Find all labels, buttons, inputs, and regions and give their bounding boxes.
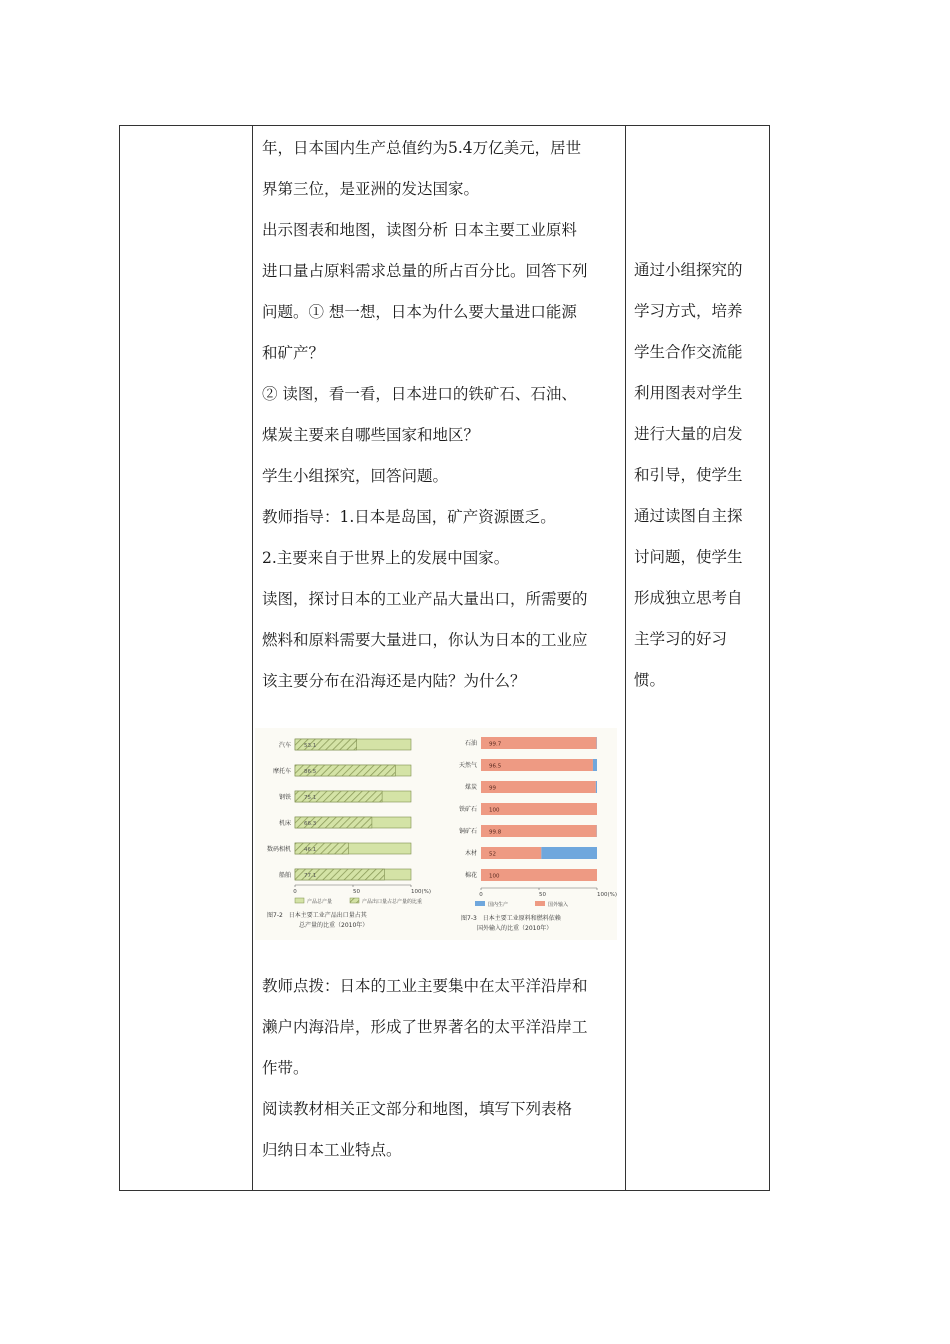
text-line: 学生小组探究，回答问题。 bbox=[262, 467, 449, 485]
tick-label: 50 bbox=[353, 889, 360, 895]
side-line: 学习方式，培养 bbox=[634, 302, 743, 320]
text-line: 教师指导：1.日本是岛国，矿产资源匮乏。 bbox=[262, 508, 556, 526]
legend-label: 产品总产量 bbox=[307, 899, 333, 905]
figure-charts bbox=[255, 728, 617, 940]
category-label: 石油 bbox=[464, 740, 477, 747]
bar-domestic bbox=[596, 781, 597, 793]
figure-caption: 图7-3 日本主要工业原料和燃料依赖 bbox=[461, 915, 561, 922]
side-line: 形成独立思考自 bbox=[634, 589, 743, 607]
data-label: 99 bbox=[489, 785, 496, 792]
text-line: 问题。① 想一想，日本为什么要大量进口能源 bbox=[262, 303, 577, 321]
data-label: 100 bbox=[489, 873, 500, 880]
category-label: 钢铁 bbox=[278, 794, 291, 801]
category-label: 木材 bbox=[464, 850, 477, 857]
text-line: 出示图表和地图，读图分析 日本主要工业原料 bbox=[262, 221, 577, 239]
category-label: 铜矿石 bbox=[458, 828, 477, 835]
category-label: 煤炭 bbox=[464, 784, 477, 791]
text-line: 作带。 bbox=[262, 1059, 309, 1077]
text-line: 教师点拨：日本的工业主要集中在太平洋沿岸和 bbox=[262, 977, 588, 995]
text-line: 濑户内海沿岸，形成了世界著名的太平洋沿岸工 bbox=[262, 1018, 588, 1036]
tick-label: 100(%) bbox=[597, 892, 617, 898]
figure-caption: 国外输入的比重（2010年） bbox=[477, 925, 553, 932]
data-label: 66.3 bbox=[304, 821, 317, 827]
side-line: 进行大量的启发 bbox=[634, 425, 743, 443]
tick-label: 0 bbox=[479, 892, 483, 898]
category-label: 铁矿石 bbox=[458, 806, 477, 813]
category-label: 天然气 bbox=[458, 762, 477, 769]
data-label: 52 bbox=[489, 851, 496, 858]
text-line: 归纳日本工业特点。 bbox=[262, 1141, 402, 1159]
figure-caption: 总产量的比重（2010年） bbox=[299, 922, 369, 929]
column-divider-left bbox=[252, 126, 253, 1190]
text-line: 2.主要来自于世界上的发展中国家。 bbox=[262, 549, 510, 567]
bar-domestic bbox=[541, 847, 597, 859]
teaching-content bbox=[262, 128, 620, 702]
side-line: 主学习的好习 bbox=[634, 630, 728, 648]
category-label: 船舶 bbox=[278, 872, 291, 879]
figure-caption: 图7-2 日本主要工业产品出口量占其 bbox=[267, 912, 367, 919]
tick-label: 50 bbox=[539, 892, 546, 898]
side-line: 利用图表对学生 bbox=[634, 384, 743, 402]
tick-label: 100(%) bbox=[411, 889, 432, 895]
legend-label: 国内生产 bbox=[488, 902, 509, 908]
data-label: 96.5 bbox=[489, 763, 502, 770]
tick-label: 0 bbox=[293, 889, 297, 895]
bar-import bbox=[481, 781, 596, 793]
side-line: 惯。 bbox=[634, 671, 666, 689]
text-line: 该主要分布在沿海还是内陆？为什么？ bbox=[262, 672, 526, 690]
data-label: 53.1 bbox=[304, 743, 317, 749]
text-line: 进口量占原料需求总量的所占百分比。回答下列 bbox=[262, 262, 588, 280]
legend-swatch-total bbox=[295, 898, 304, 903]
data-label: 99.8 bbox=[489, 829, 502, 836]
side-line: 通过小组探究的 bbox=[634, 261, 743, 279]
legend-label: 产品出口量占总产量的比重 bbox=[362, 899, 423, 905]
text-line: 读图，探讨日本的工业产品大量出口，所需要的 bbox=[262, 590, 588, 608]
data-label: 100 bbox=[489, 807, 500, 814]
category-label: 机床 bbox=[278, 820, 291, 827]
import-ratio-chart bbox=[459, 737, 617, 932]
data-label: 77.1 bbox=[304, 873, 317, 879]
category-label: 棉花 bbox=[464, 872, 477, 879]
side-line: 和引导，使学生 bbox=[634, 466, 743, 484]
text-line: 和矿产？ bbox=[262, 344, 325, 362]
side-line: 讨问题，使学生 bbox=[634, 548, 743, 566]
category-label: 汽车 bbox=[278, 742, 291, 749]
text-line: 燃料和原料需要大量进口，你认为日本的工业应 bbox=[262, 631, 588, 649]
text-line: 煤炭主要来自哪些国家和地区？ bbox=[262, 426, 480, 444]
text-line: 阅读教材相关正文部分和地图，填写下列表格 bbox=[262, 1100, 573, 1118]
design-intent bbox=[634, 250, 762, 701]
text-line: ② 读图，看一看，日本进口的铁矿石、石油、 bbox=[262, 385, 577, 403]
category-label: 数码相机 bbox=[266, 846, 291, 853]
column-divider-right bbox=[625, 126, 626, 1190]
legend-label: 国外输入 bbox=[548, 902, 569, 908]
side-line: 通过读图自主探 bbox=[634, 507, 743, 525]
side-line: 学生合作交流能 bbox=[634, 343, 743, 361]
legend-swatch-export bbox=[350, 898, 359, 903]
legend-swatch-domestic bbox=[475, 901, 485, 906]
data-label: 86.5 bbox=[304, 769, 317, 775]
bar-domestic bbox=[593, 759, 597, 771]
data-label: 46.1 bbox=[304, 847, 317, 853]
text-line: 年，日本国内生产总值约为5.4万亿美元，居世 bbox=[262, 139, 582, 157]
text-line: 界第三位，是亚洲的发达国家。 bbox=[262, 180, 480, 198]
category-label: 摩托车 bbox=[272, 768, 291, 775]
export-ratio-chart bbox=[267, 739, 431, 929]
textbook-figure bbox=[255, 728, 617, 940]
data-label: 75.1 bbox=[304, 795, 317, 801]
legend-swatch-import bbox=[535, 901, 545, 906]
teaching-content-continued bbox=[262, 966, 620, 1171]
data-label: 99.7 bbox=[489, 741, 502, 748]
